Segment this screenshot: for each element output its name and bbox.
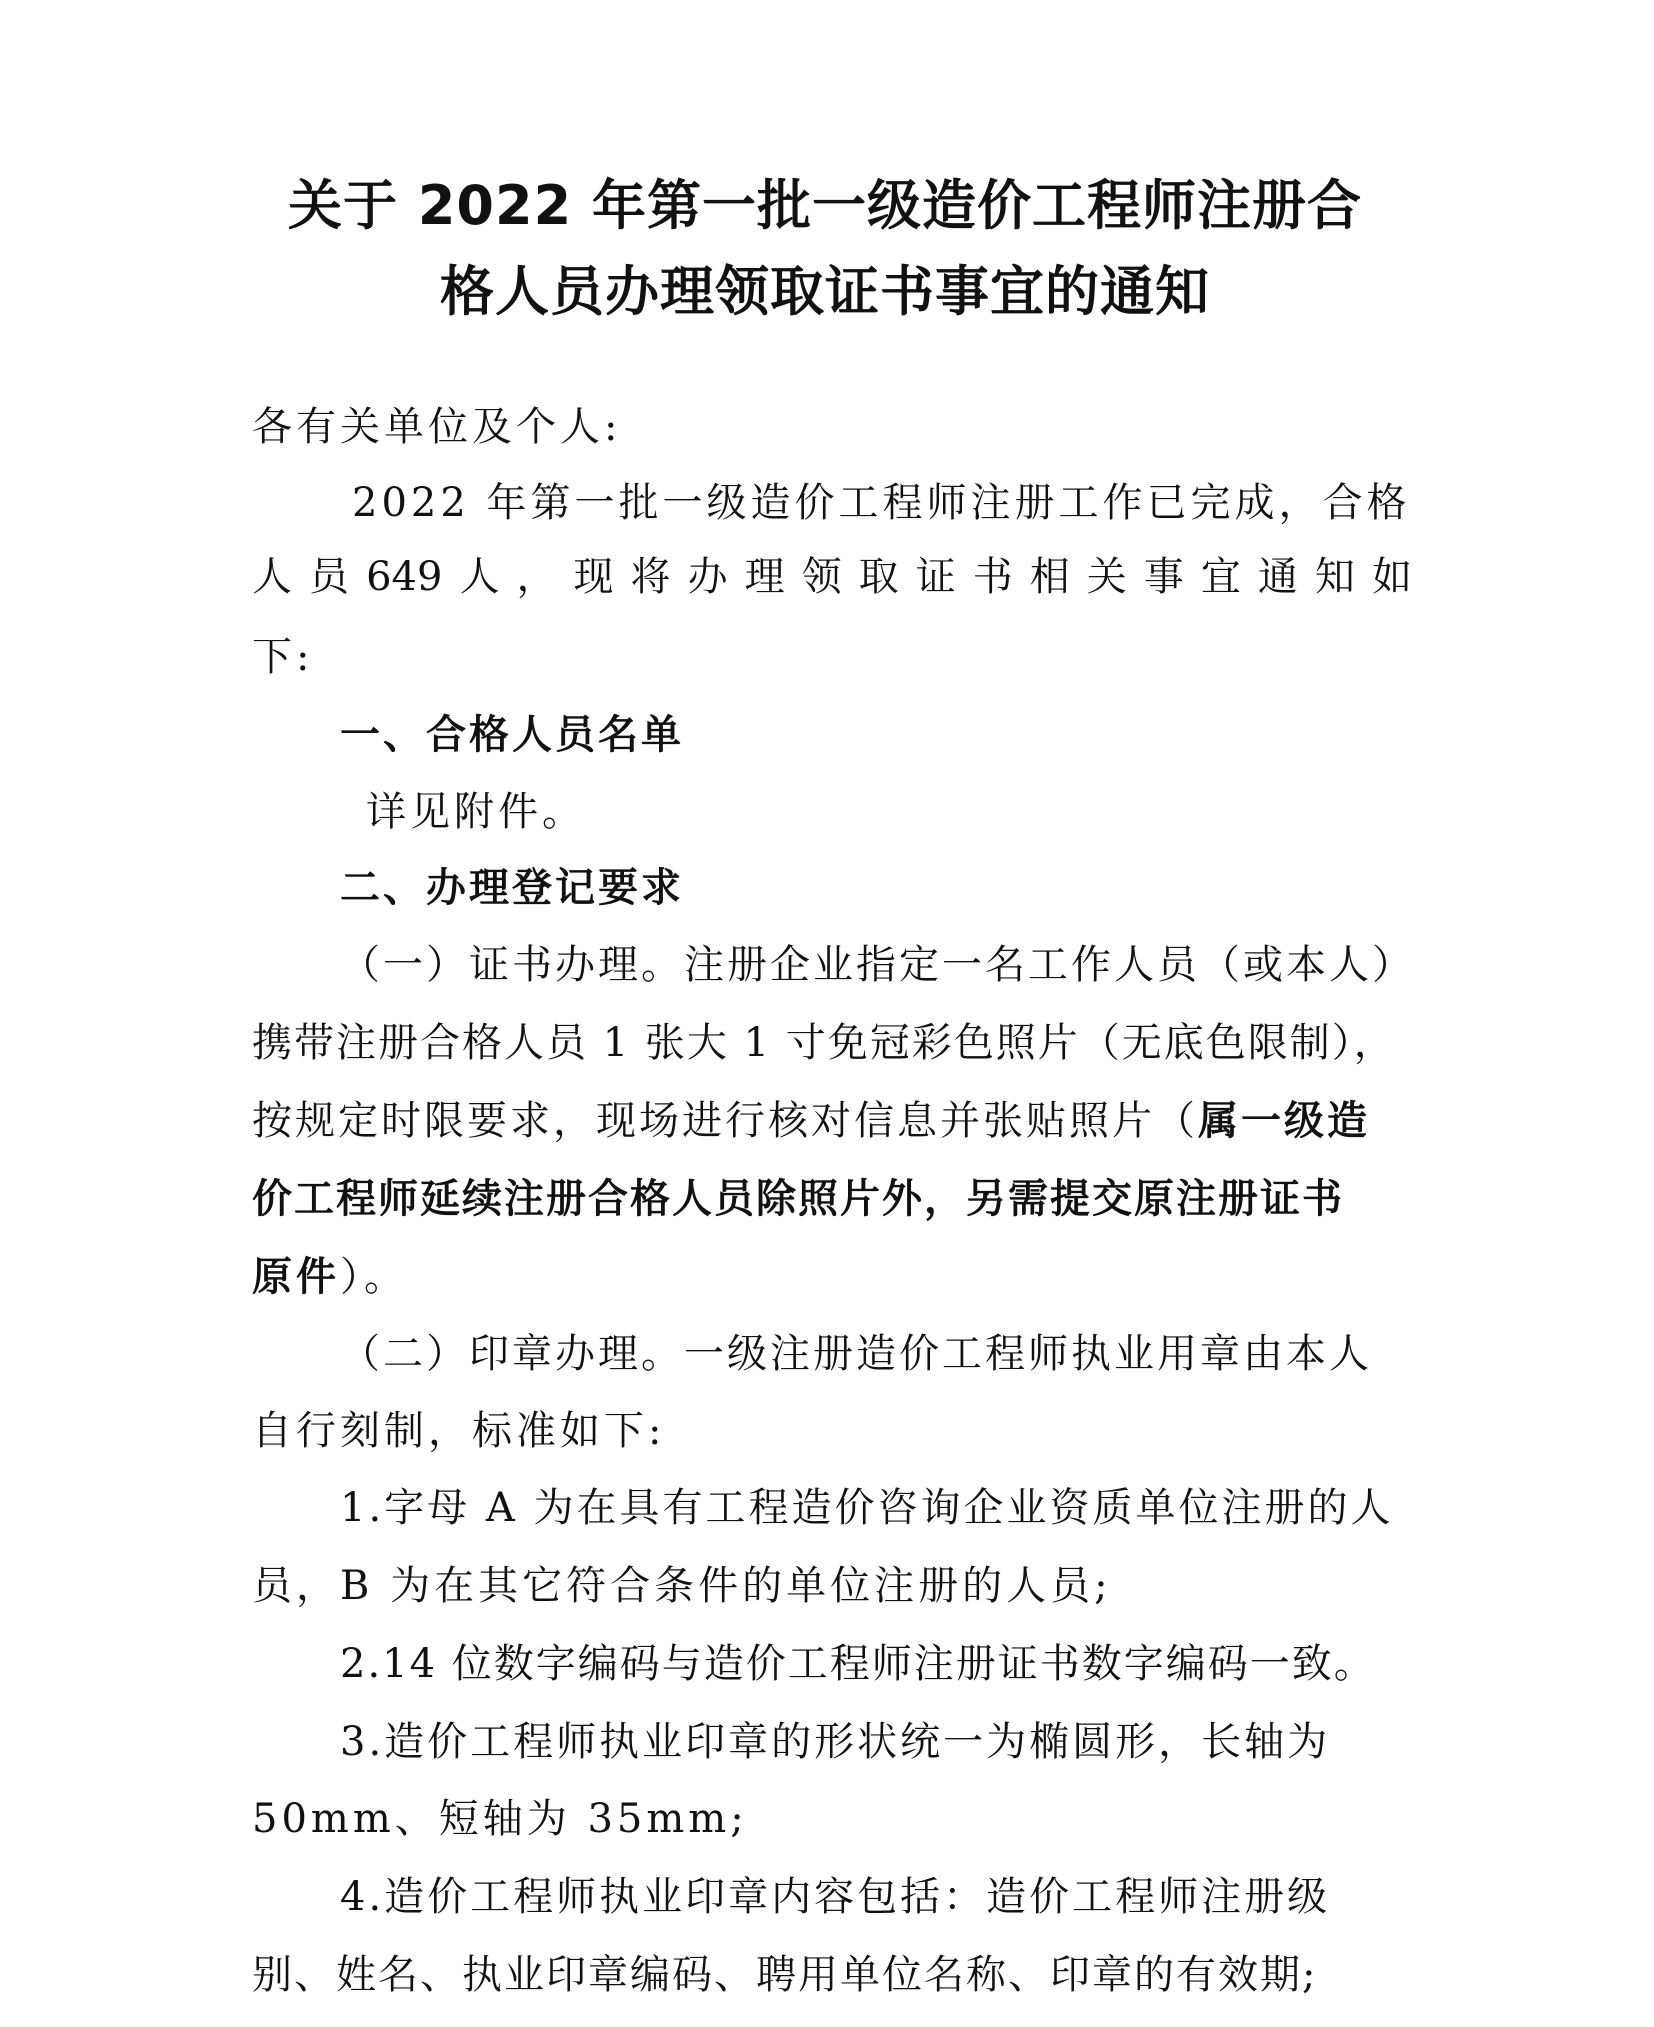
rule-1-line-1: 1.字母 A 为在具有工程造价咨询企业资质单位注册的人 xyxy=(340,1485,1394,1531)
intro-line-1: 2022 年第一批一级造价工程师注册工作已完成，合格 xyxy=(352,480,1411,526)
item-1-line-5-bold: 原件 xyxy=(252,1254,340,1300)
section-1-body: 详见附件。 xyxy=(366,789,586,835)
intro-line-2-glyph: 如 xyxy=(1371,554,1412,600)
intro-line-2-glyph: 宜 xyxy=(1200,554,1241,600)
intro-line-2-glyph: 通 xyxy=(1257,554,1298,600)
intro-line-2 xyxy=(252,547,1412,607)
item-1-line-1: （一）证书办理。注册企业指定一名工作人员（或本人） xyxy=(340,942,1415,988)
intro-line-2-glyph: ， xyxy=(516,554,557,600)
intro-line-2-glyph: 取 xyxy=(858,554,899,600)
section-1-heading: 一、合格人员名单 xyxy=(340,712,684,758)
item-1-line-5-text: ）。 xyxy=(340,1254,408,1300)
document-title-line-1: 关于 2022 年第一批一级造价工程师注册合 xyxy=(288,174,1362,237)
item-1-line-3-bold: 属一级造 xyxy=(1198,1098,1370,1144)
intro-line-2-glyph: 将 xyxy=(630,554,671,600)
rule-2-line-1: 2.14 位数字编码与造价工程师注册证书数字编码一致。 xyxy=(340,1641,1376,1687)
intro-line-2-glyph: 人 xyxy=(459,554,500,600)
item-1-line-2: 携带注册合格人员 1 张大 1 寸免冠彩色照片（无底色限制）， xyxy=(252,1020,1396,1066)
item-1-line-4: 价工程师延续注册合格人员除照片外，另需提交原注册证书 xyxy=(252,1176,1344,1222)
rule-3-line-1: 3.造价工程师执业印章的形状统一为椭圆形，长轴为 xyxy=(340,1719,1331,1765)
item-1-line-5 xyxy=(252,1247,1412,1307)
item-2-line-2: 自行刻制，标准如下: xyxy=(252,1408,666,1454)
intro-line-2-glyph: 员 xyxy=(309,554,350,600)
intro-line-2-glyph: 证 xyxy=(915,554,956,600)
rule-4-line-1: 4.造价工程师执业印章内容包括：造价工程师注册级 xyxy=(340,1874,1331,1920)
intro-line-2-glyph: 事 xyxy=(1143,554,1184,600)
item-2-line-1: （二）印章办理。一级注册造价工程师执业用章由本人 xyxy=(340,1331,1372,1377)
item-1-line-3 xyxy=(252,1091,1412,1151)
item-1-line-3-text: 按规定时限要求，现场进行核对信息并张贴照片（ xyxy=(252,1098,1198,1144)
intro-line-2-glyph: 人 xyxy=(252,554,292,600)
intro-line-2-glyph: 关 xyxy=(1086,554,1127,600)
intro-line-2-glyph: 现 xyxy=(573,554,614,600)
intro-line-2-glyph: 领 xyxy=(801,554,842,600)
rule-3-line-2: 50mm、短轴为 35mm; xyxy=(252,1796,748,1842)
intro-line-2-glyph: 理 xyxy=(744,554,785,600)
rule-1-line-2: 员，B 为在其它符合条件的单位注册的人员; xyxy=(252,1563,1112,1609)
intro-line-2-glyph: 书 xyxy=(972,554,1013,600)
intro-line-2-glyph: 办 xyxy=(687,554,728,600)
intro-line-2-glyph: 相 xyxy=(1029,554,1070,600)
intro-line-3: 下: xyxy=(252,634,314,680)
section-2-heading: 二、办理登记要求 xyxy=(340,865,684,911)
intro-line-2-glyph: 知 xyxy=(1314,554,1355,600)
salutation: 各有关单位及个人: xyxy=(252,404,622,450)
document-title-line-2: 格人员办理领取证书事宜的通知 xyxy=(440,260,1210,323)
rule-4-line-2: 别、姓名、执业印章编码、聘用单位名称、印章的有效期; xyxy=(252,1952,1318,1998)
intro-line-2-glyph: 649 xyxy=(366,554,443,600)
